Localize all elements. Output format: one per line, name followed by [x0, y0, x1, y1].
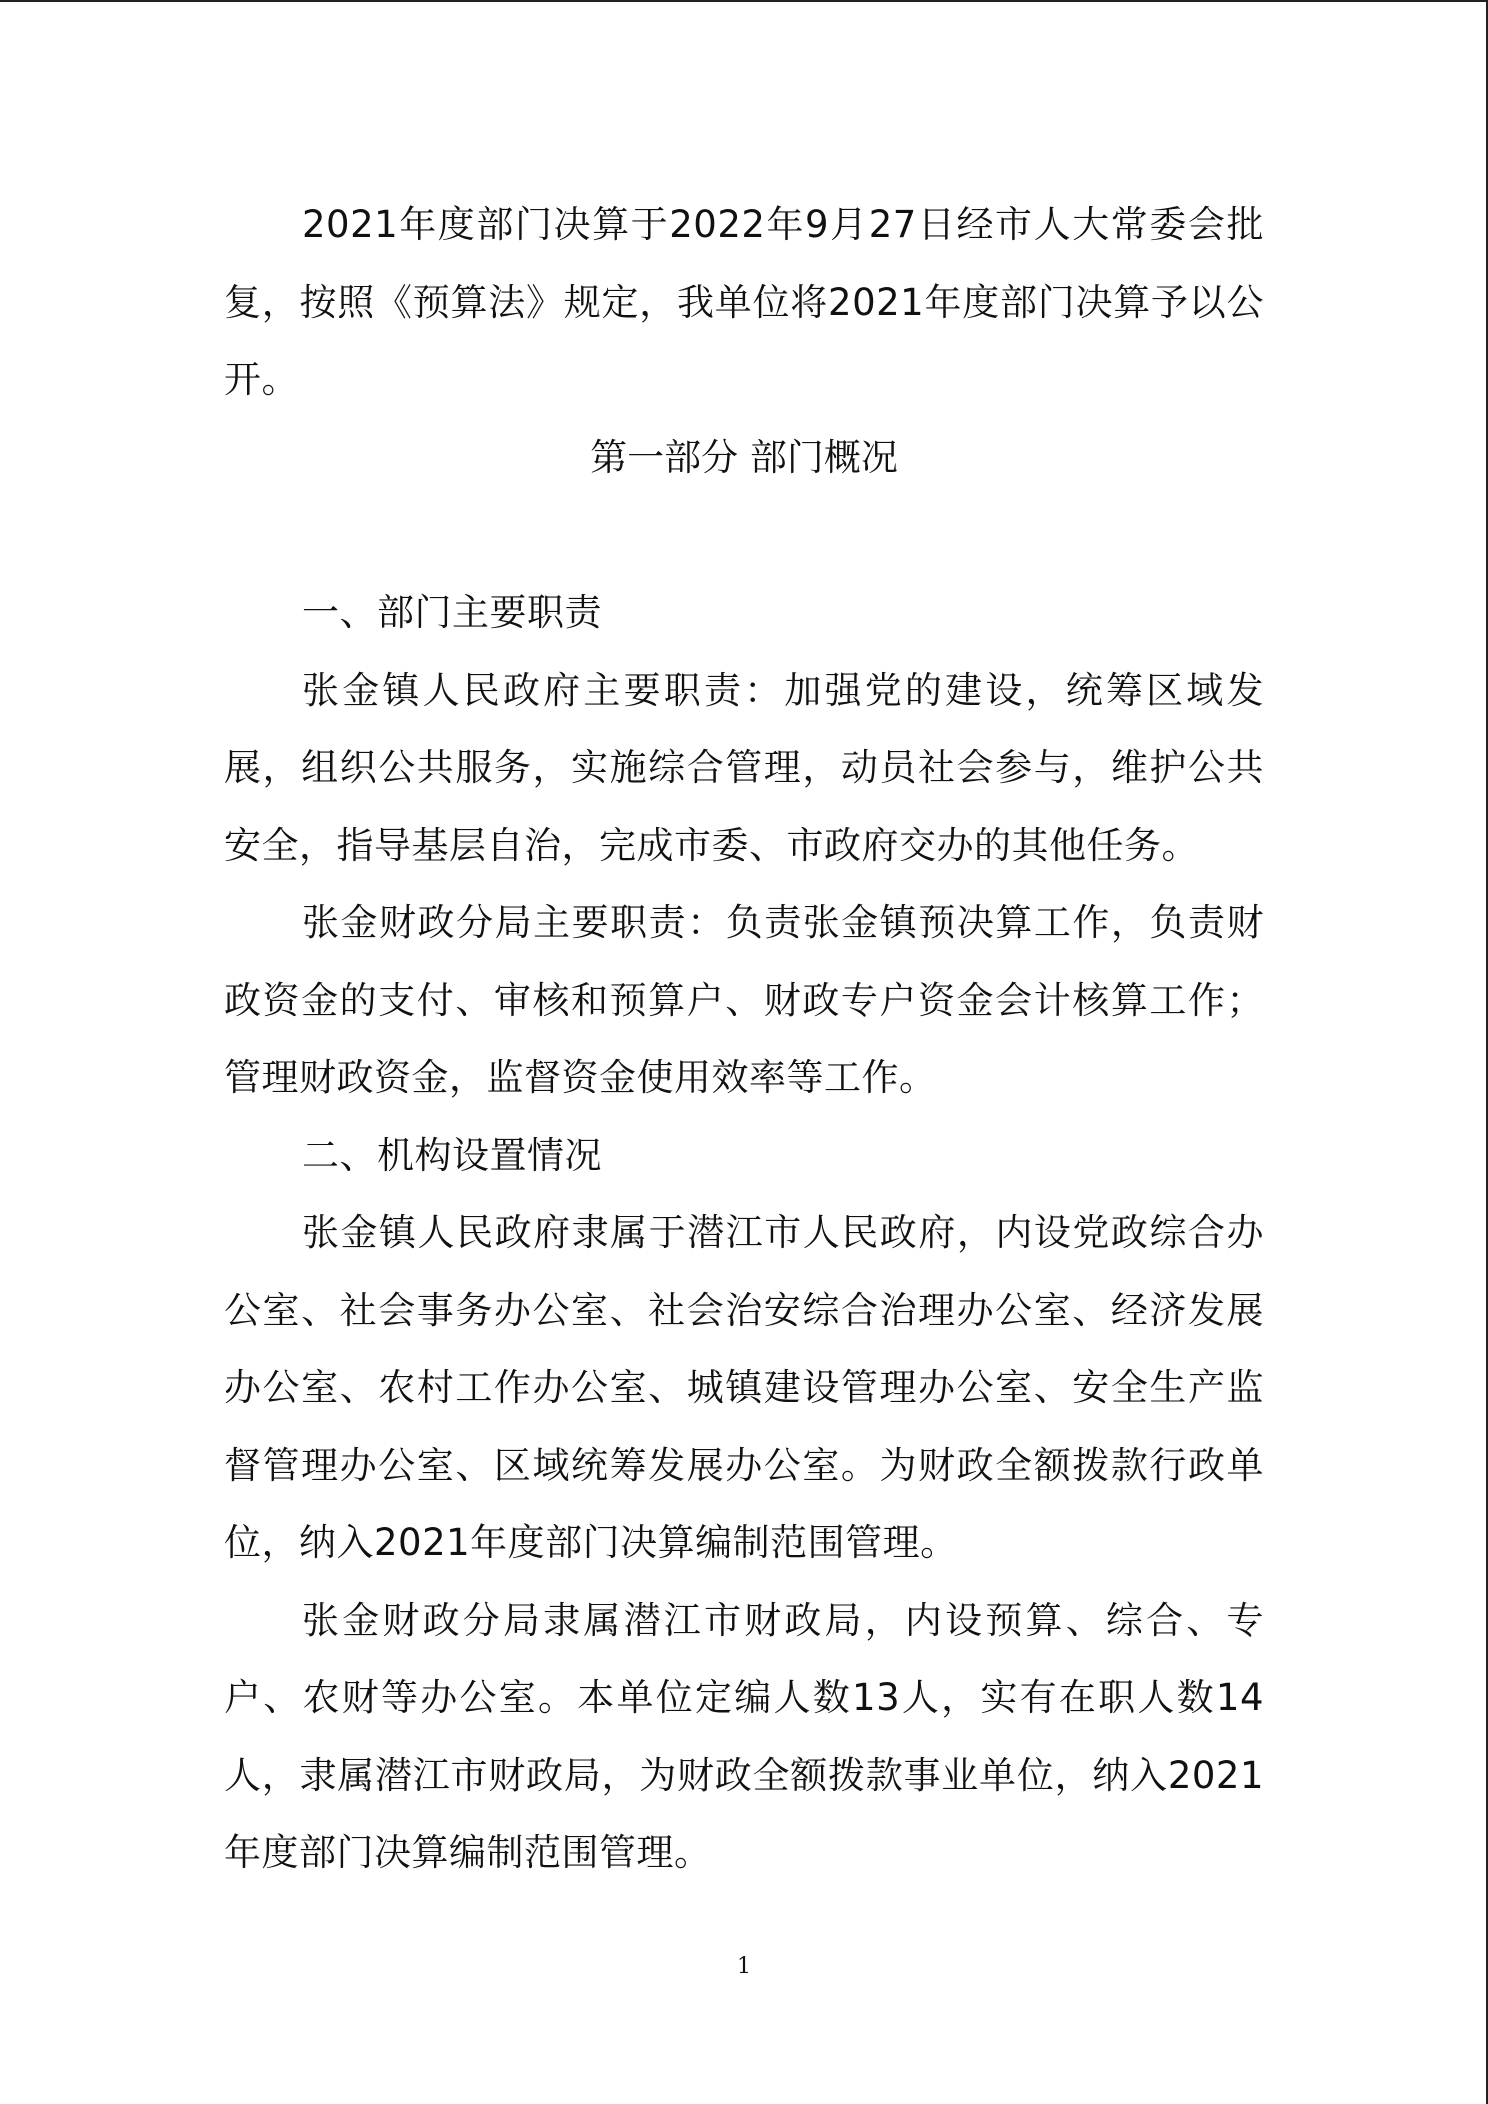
section-heading-organization: 二、机构设置情况 [302, 1133, 602, 1177]
spacer [224, 496, 1264, 574]
paragraph-finance-branch-organization: 张金财政分局隶属潜江市财政局，内设预算、综合、专户、农财等办公室。本单位定编人数13人，实有在职人数14人，隶属潜江市财政局，为财政全额拨款事业单位，纳入2021年度部门决算编制范围管理。 [224, 1598, 1264, 1874]
intro-paragraph: 2021年度部门决算于2022年9月27日经市人大常委会批复，按照《预算法》规定，我单位将2021年度部门决算予以公开。 [224, 203, 1264, 401]
paragraph-finance-branch-duties: 张金财政分局主要职责：负责张金镇预决算工作，负责财政资金的支付、审核和预算户、财政专户资金会计核算工作；管理财政资金，监督资金使用效率等工作。 [224, 901, 1264, 1099]
page-border-top [0, 0, 1488, 2]
document-body [224, 186, 1264, 1892]
section-heading-responsibilities: 一、部门主要职责 [302, 591, 602, 634]
part-title: 第一部分 部门概况 [590, 435, 898, 479]
paragraph-town-government-duties: 张金镇人民政府主要职责：加强党的建设，统筹区域发展，组织公共服务，实施综合管理，动员社会参与，维护公共安全，指导基层自治，完成市委、市政府交办的其他任务。 [224, 668, 1264, 867]
page-number: 1 [737, 1954, 751, 1979]
paragraph-town-government-organization: 张金镇人民政府隶属于潜江市人民政府，内设党政综合办公室、社会事务办公室、社会治安综合治理办公室、经济发展办公室、农村工作办公室、城镇建设管理办公室、安全生产监督管理办公室、区域统筹发展办公室。为财政全额拨款行政单位，纳入2021年度部门决算编制范围管理。 [224, 1211, 1264, 1564]
